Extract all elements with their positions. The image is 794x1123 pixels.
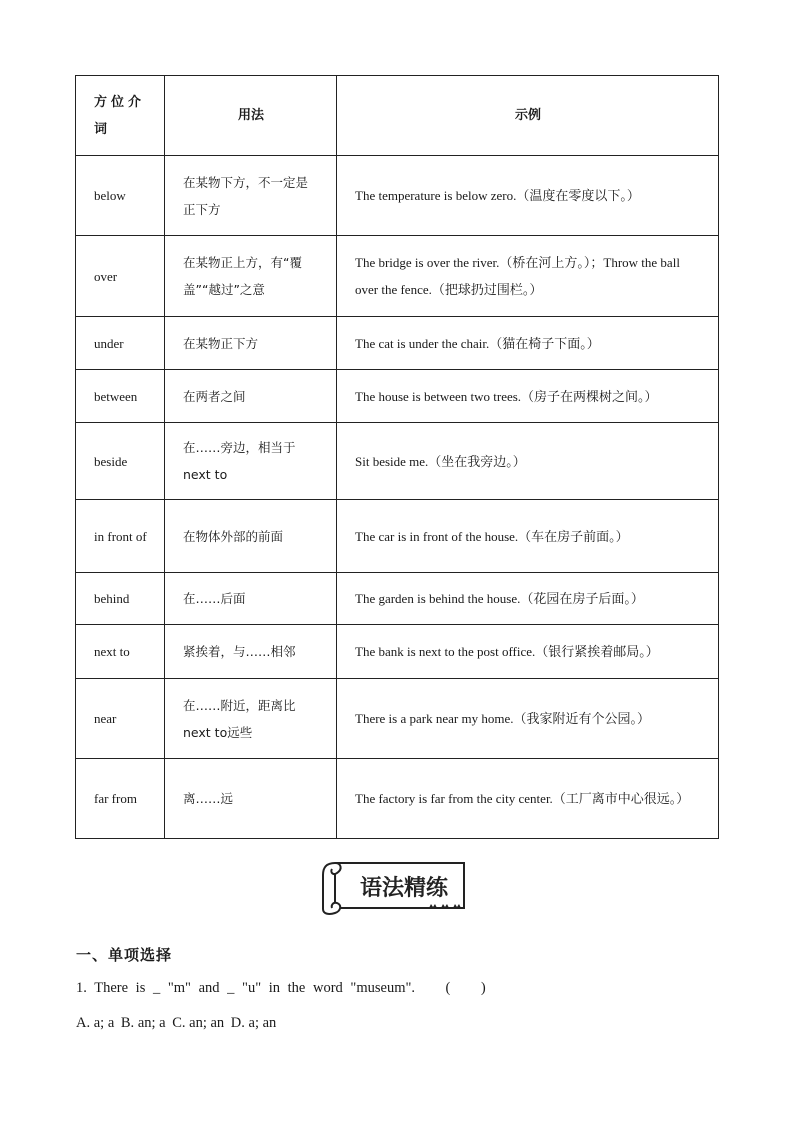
preposition-cell: in front of [76, 500, 165, 573]
header-example: 示例 [337, 76, 719, 156]
example-cell: The garden is behind the house.（花园在房子后面。） [337, 573, 719, 625]
example-cell: The factory is far from the city center.（工厂离市中心很远。） [337, 759, 719, 839]
example-cell: The temperature is below zero.（温度在零度以下。） [337, 156, 719, 236]
question-1 [76, 980, 486, 997]
table-row [76, 317, 719, 370]
example-cell: The bridge is over the river.（桥在河上方。）；Throw the ball over the fence.（把球扔过围栏。） [337, 236, 719, 317]
section-title: 一、单项选择 [76, 946, 173, 964]
preposition-cell: near [76, 679, 165, 759]
option-text: an; an [189, 1015, 225, 1031]
usage-cell: 在……后面 [165, 573, 337, 625]
option-text: a; an [248, 1015, 277, 1031]
usage-cell: 离……远 [165, 759, 337, 839]
option-label: B. [120, 1015, 135, 1031]
option-b[interactable] [121, 1015, 166, 1031]
table-row [76, 573, 719, 625]
preposition-cell: under [76, 317, 165, 370]
example-cell: There is a park near my home.（我家附近有个公园。） [337, 679, 719, 759]
usage-cell: 在某物下方，不一定是正下方 [165, 156, 337, 236]
table-row [76, 156, 719, 236]
question-text: There is _ "m" and _ "u" in the word "museum". [94, 980, 416, 996]
preposition-usage-table [75, 75, 719, 839]
table-row [76, 236, 719, 317]
example-cell: The bank is next to the post office.（银行紧挨着邮局。） [337, 625, 719, 679]
example-cell: The car is in front of the house.（车在房子前面。） [337, 500, 719, 573]
usage-cell: 在……旁边，相当于next to [165, 423, 337, 500]
preposition-cell: far from [76, 759, 165, 839]
question-1-options [76, 1015, 279, 1032]
preposition-cell: over [76, 236, 165, 317]
example-cell: The cat is under the chair.（猫在椅子下面。） [337, 317, 719, 370]
question-number: 1. [76, 980, 87, 996]
usage-cell: 紧挨着，与……相邻 [165, 625, 337, 679]
usage-cell: 在某物正下方 [165, 317, 337, 370]
example-cell: The house is between two trees.（房子在两棵树之间。） [337, 370, 719, 423]
option-c[interactable] [172, 1015, 224, 1031]
table-row [76, 679, 719, 759]
table-row [76, 759, 719, 839]
option-a[interactable] [76, 1015, 114, 1031]
answer-bracket[interactable]: ( ) [445, 980, 486, 996]
usage-cell: 在两者之间 [165, 370, 337, 423]
header-preposition: 方位介词 [76, 76, 165, 156]
preposition-cell: next to [76, 625, 165, 679]
table-row [76, 370, 719, 423]
usage-cell: 在……附近，距离比next to远些 [165, 679, 337, 759]
table-row [76, 423, 719, 500]
grammar-practice-banner [321, 859, 469, 917]
example-cell: Sit beside me.（坐在我旁边。） [337, 423, 719, 500]
table-header-row [76, 76, 719, 156]
table-row [76, 500, 719, 573]
preposition-cell: behind [76, 573, 165, 625]
option-text: a; a [93, 1015, 115, 1031]
preposition-cell: below [76, 156, 165, 236]
usage-cell: 在某物正上方，有“覆盖”“越过”之意 [165, 236, 337, 317]
option-label: A. [76, 1015, 91, 1031]
preposition-cell: beside [76, 423, 165, 500]
option-label: C. [172, 1015, 186, 1031]
option-label: D. [230, 1015, 245, 1031]
banner-title: 语法精练 [359, 876, 449, 901]
usage-cell: 在物体外部的前面 [165, 500, 337, 573]
scroll-banner-graphic [321, 859, 469, 917]
preposition-cell: between [76, 370, 165, 423]
option-text: an; a [137, 1015, 166, 1031]
table-row [76, 625, 719, 679]
header-usage: 用法 [165, 76, 337, 156]
option-d[interactable] [231, 1015, 277, 1031]
